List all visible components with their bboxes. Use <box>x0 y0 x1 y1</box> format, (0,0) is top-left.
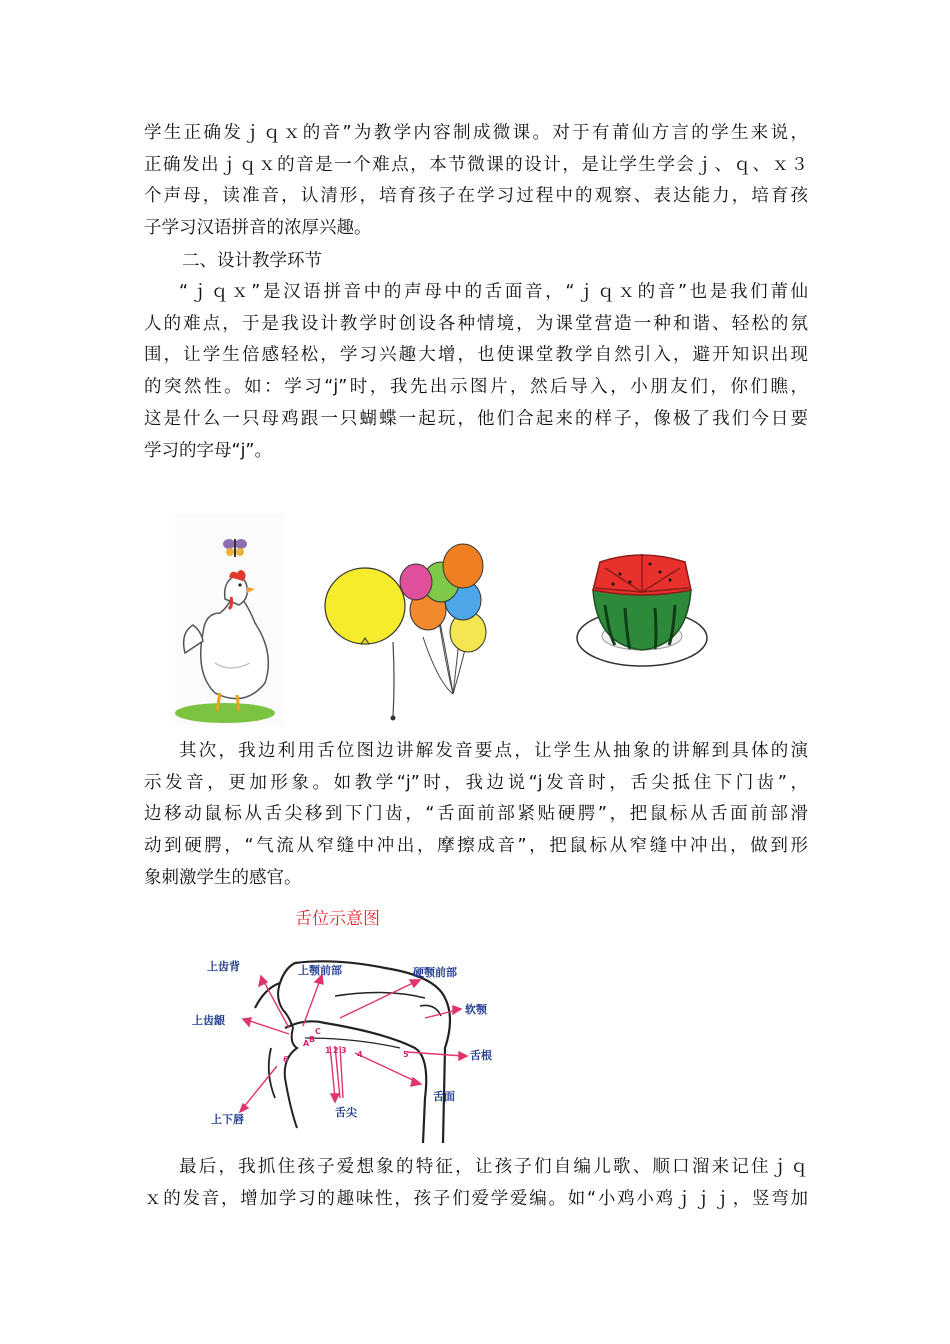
marker: 5 <box>403 1050 409 1059</box>
text-line: 正确发出ｊｑｘ的音是一个难点，本节微课的设计，是让学生学会ｊ、ｑ、ｘ３ <box>144 154 808 175</box>
label-lower-lip: 上下唇 <box>211 1113 244 1126</box>
text-line: 学习的字母“j”。 <box>144 440 272 461</box>
label-tongue-tip: 舌尖 <box>335 1106 357 1119</box>
label-upper-gum: 上齿龈 <box>192 1014 225 1027</box>
text-line: 子学习汉语拼音的浓厚兴趣。 <box>144 218 372 239</box>
label-tongue-surface: 舌面 <box>433 1090 455 1103</box>
marker: 3 <box>341 1046 347 1055</box>
text-line: 学生正确发ｊｑｘ的音”为教学内容制成微课。对于有莆仙方言的学生来说， <box>144 123 808 143</box>
section-heading: 二、设计教学环节 <box>182 251 322 271</box>
hen-butterfly-illustration <box>175 513 285 725</box>
watermelon-illustration <box>575 550 710 670</box>
marker: C <box>315 1027 321 1036</box>
balloons-icon <box>323 542 493 722</box>
paragraph-design <box>144 277 808 467</box>
marker: A <box>303 1039 310 1048</box>
marker: B <box>309 1035 316 1044</box>
tongue-position-diagram <box>185 898 515 1148</box>
paragraph-tongue-position <box>144 736 808 895</box>
marker: 6 <box>283 1055 289 1064</box>
hen-butterfly-icon <box>175 513 285 725</box>
paragraph-intro <box>144 118 808 245</box>
text-line: ｘ的发音，增加学习的趣味性，孩子们爱学爱编。如“小鸡小鸡ｊｊｊ，竖弯加 <box>144 1188 808 1209</box>
label-upper-palate-front: 上颚前部 <box>298 964 342 977</box>
label-hard-palate-front: 硬颚前部 <box>413 966 457 979</box>
watermelon-icon <box>575 550 710 670</box>
label-upper-teeth-back: 上齿背 <box>207 960 240 973</box>
label-soft-palate: 软颚 <box>465 1003 487 1016</box>
paragraph-rhyme <box>144 1152 808 1215</box>
marker: 1 <box>325 1046 331 1055</box>
text-line: 动到硬腭，“气流从窄缝中冲出，摩擦成音”，把鼠标从窄缝中冲出，做到形 <box>144 836 808 857</box>
text-line: “ｊｑｘ”是汉语拼音中的声母中的舌面音，“ｊｑｘ的音”也是我们莆仙 <box>179 282 808 302</box>
text-line: 围，让学生倍感轻松，学习兴趣大增，也使课堂教学自然引入，避开知识出现 <box>144 345 808 366</box>
label-tongue-root: 舌根 <box>470 1049 492 1062</box>
marker: 2 <box>333 1046 339 1055</box>
diagram-title: 舌位示意图 <box>295 909 380 929</box>
text-line: 最后，我抓住孩子爱想象的特征，让孩子们自编儿歌、顺口溜来记住ｊｑ <box>179 1157 808 1177</box>
balloons-illustration <box>323 542 493 722</box>
text-line: 象刺激学生的感官。 <box>144 867 302 888</box>
text-line: 人的难点，于是我设计教学时创设各种情境，为课堂营造一种和谐、轻松的氛 <box>144 313 808 334</box>
text-line: 个声母，读准音，认清形，培育孩子在学习过程中的观察、表达能力，培育孩 <box>144 186 808 207</box>
text-line: 其次，我边利用舌位图边讲解发音要点，让学生从抽象的讲解到具体的演 <box>179 741 808 761</box>
text-line: 边移动鼠标从舌尖移到下门齿，“舌面前部紧贴硬腭”，把鼠标从舌面前部滑 <box>144 804 808 825</box>
text-line: 示发音，更加形象。如教学“j”时，我边说“j发音时，舌尖抵住下门齿”， <box>144 772 808 793</box>
marker: 4 <box>357 1050 363 1059</box>
text-line: 这是什么一只母鸡跟一只蝴蝶一起玩，他们合起来的样子，像极了我们今日要 <box>144 408 808 429</box>
text-line: 的突然性。如：学习“j”时，我先出示图片，然后导入，小朋友们，你们瞧， <box>144 377 808 398</box>
